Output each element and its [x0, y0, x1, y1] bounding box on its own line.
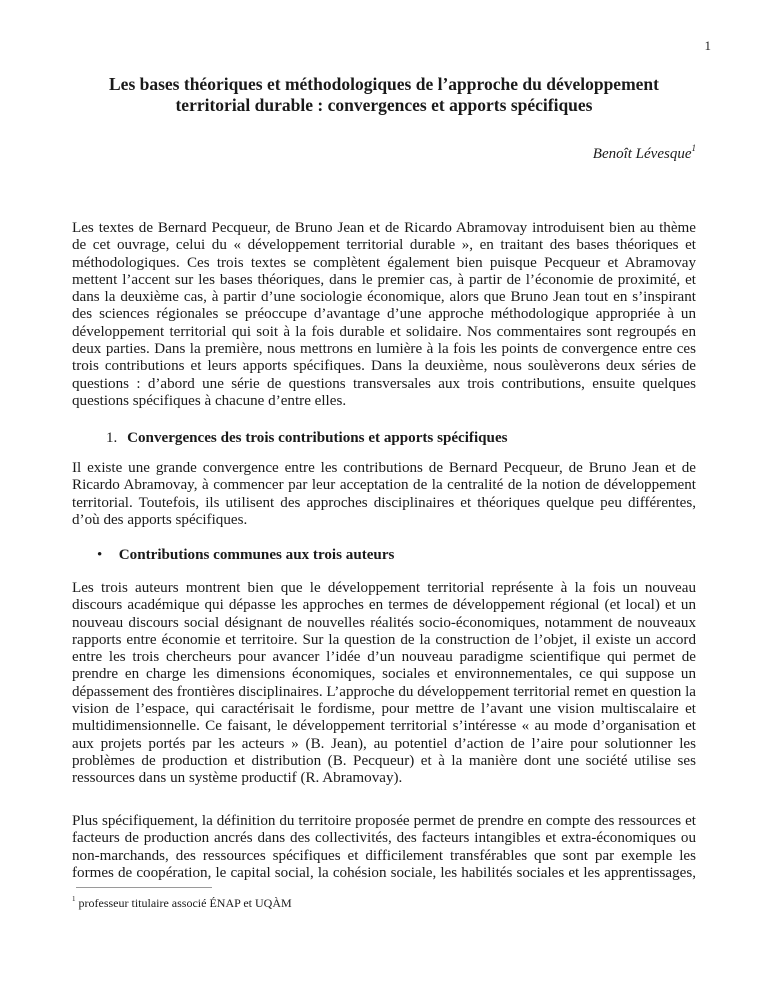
bullet-icon: •	[97, 547, 103, 563]
subsection-paragraph-1: Les trois auteurs montrent bien que le développement territorial représente à la fois un nouveau discours académique qui dépasse les approches en termes de développement régional (et local) et un nouveau discours social désignant de nouvelles réalités socio-économiques, notamment de nouveaux rapports entre économie et territoire. Sur la question de la construction de l’objet, il existe un accord entre les trois chercheurs pour avancer l’idée d’un nouveau paradigme scientifique qui permet de prendre en charge les dimensions économiques, sociales et environnementales, ce qui suppose un dépassement des frontières disciplinaires. L’approche du développement territorial remet en question la vision de l’espace, qui caractérisait le fordisme, pour mettre de l’avant une vision multiscalaire et multidimensionnelle. Ce faisant, le développement territorial s’intéresse « au mode d’organisation et aux projets portés par les acteurs » (B. Jean), au potentiel d’action de l’aire pour solutionner les problèmes de production et distribution (B. Pecqueur) et à la manière dont une société utilise ses ressources dans un système productif (R. Abramovay).	[72, 580, 696, 787]
author-name: Benoît Lévesque	[592, 146, 692, 162]
footnote-separator	[76, 887, 212, 888]
intro-paragraph: Les textes de Bernard Pecqueur, de Bruno Jean et de Ricardo Abramovay introduisent bien au thème de cet ouvrage, celui du « développement territorial durable », en traitant des bases théoriques et méthodologiques. Ces trois textes se complètent également bien puisque Pecqueur et Abramovay mettent l’accent sur les bases théoriques, dans le premier cas, à partir de l’économie de proximité, et dans la deuxième cas, à partir d’une sociologie économique, alors que Bruno Jean tout en s’inspirant des sciences régionales se préoccupe d’avantage d’une approche méthodologique appropriée à un développement territorial qui soit à la fois durable et solidaire. Nos commentaires sont regroupés en deux parties. Dans la première, nous mettrons en lumière à la fois les points de convergence entre ces trois contributions et leurs apports spécifiques. Dans la deuxième, nous soulèverons deux séries de questions : d’abord une série de questions transversales aux trois contributions, ensuite quelques questions spécifiques à chacune d’entre elles.	[72, 220, 696, 409]
subsection-heading	[97, 547, 394, 564]
section-paragraph: Il existe une grande convergence entre les contributions de Bernard Pecqueur, de Bruno Jean et de Ricardo Abramovay, à commencer par leur acceptation de la centralité de la notion de développement territorial. Toutefois, ils utilisent des approches disciplinaires et théoriques quelque peu différentes, d’où des apports spécifiques.	[72, 460, 696, 528]
subsection-heading-text: Contributions communes aux trois auteurs	[118, 547, 395, 563]
footnote-ref[interactable]: 1	[691, 143, 696, 153]
page-number: 1	[704, 38, 711, 53]
section-number: 1.	[106, 430, 118, 446]
footnote-number: 1	[72, 895, 76, 903]
document-title: Les bases théoriques et méthodologiques de l’approche du développement territorial durable : convergences et apports spécifiques	[109, 74, 659, 115]
section-heading	[106, 430, 508, 447]
subsection-paragraph-2: Plus spécifiquement, la définition du territoire proposée permet de prendre en compte des ressources et facteurs de production ancrés dans des collectivités, des facteurs intangibles et extra-économiques ou non-marchands, des ressources spécifiques et difficilement transférables que sont par exemple les formes de coopération, le capital social, la cohésion sociale, les habilités sociales et les apprentissages,	[72, 813, 696, 881]
author-line	[592, 143, 696, 163]
section-heading-text: Convergences des trois contributions et apports spécifiques	[127, 430, 508, 446]
footnote-text: professeur titulaire associé ÉNAP et UQÀM	[78, 896, 292, 910]
footnote	[72, 896, 292, 911]
